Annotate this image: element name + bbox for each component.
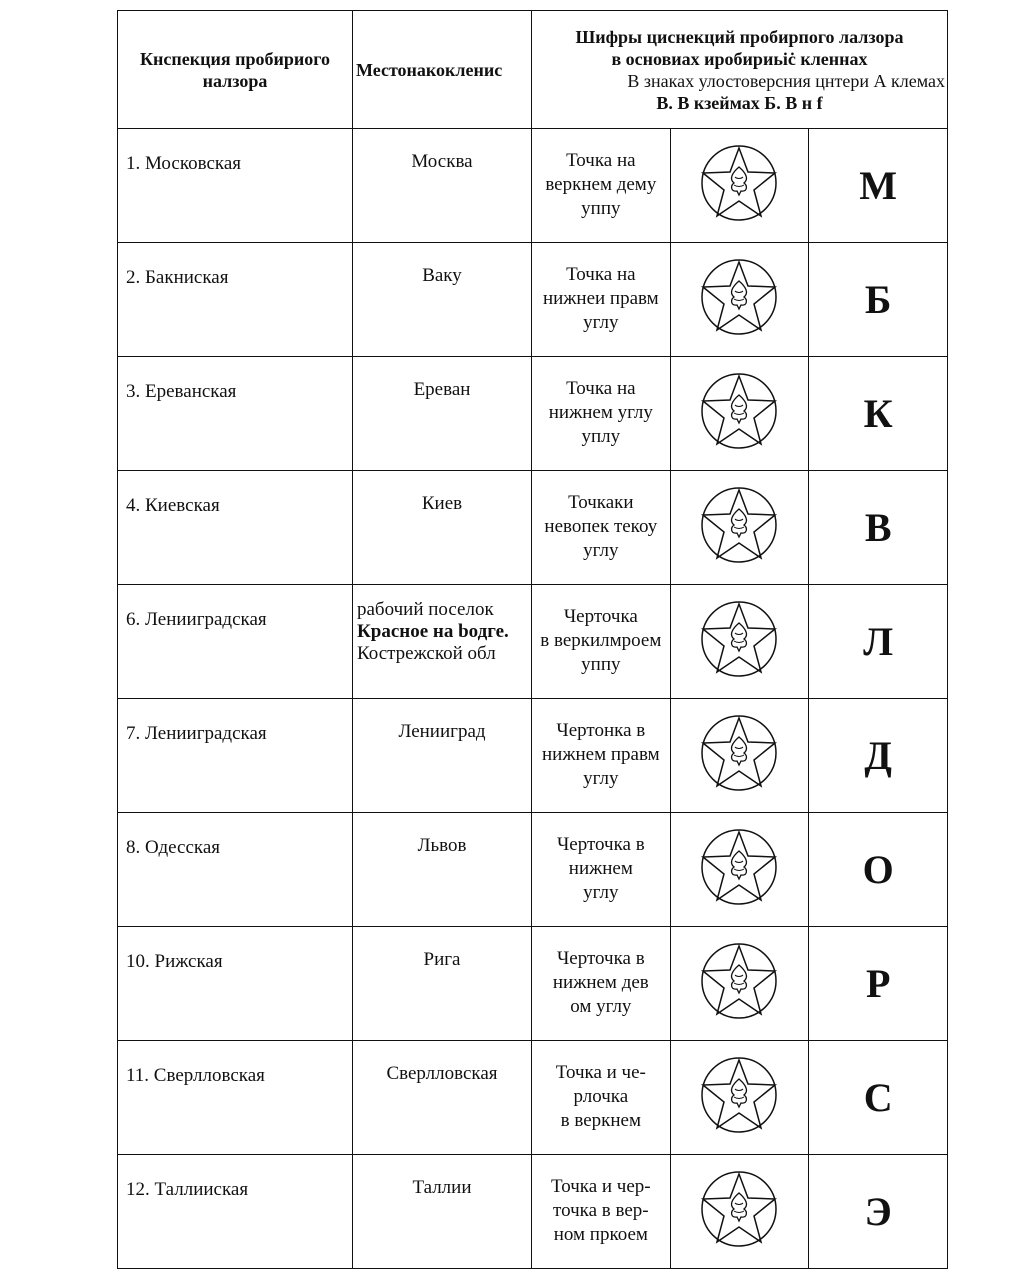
table-row	[118, 129, 948, 243]
assay-letter: Р	[809, 927, 948, 1041]
mark-line: углу	[583, 312, 619, 333]
location	[353, 699, 532, 813]
mark-line: Точка и че-	[555, 1062, 646, 1083]
location	[353, 243, 532, 357]
mark-line: Чертонка в	[556, 720, 646, 741]
star-stamp-icon	[699, 1055, 779, 1135]
inspection-name: 7. Лениигpадская	[118, 699, 353, 813]
mark-line: Черточка в	[556, 834, 645, 855]
inspection-name: 12. Таллииская	[118, 1155, 353, 1269]
inspection-name: 2. Бакниская	[118, 243, 353, 357]
assay-letter: М	[809, 129, 948, 243]
mark-line: нижнеи правм	[542, 288, 659, 309]
table-row	[118, 927, 948, 1041]
location	[353, 1155, 532, 1269]
location-line: Москва	[411, 151, 473, 172]
assay-letter: О	[809, 813, 948, 927]
mark-line: углу	[583, 882, 619, 903]
inspection-name: 3. Ереванская	[118, 357, 353, 471]
mark-line: углу	[583, 540, 619, 561]
stamp-cell	[670, 243, 809, 357]
mark-line: в веркилмроем	[540, 630, 662, 651]
mark-line: ом углу	[570, 996, 632, 1017]
mark-line: нижнем дев	[552, 972, 649, 993]
mark-description	[532, 699, 671, 813]
stamp-cell	[670, 1155, 809, 1269]
header-ciphers-line1: Шифры циснекций пробирпого лалзора	[575, 26, 904, 47]
location-line: Ереван	[413, 379, 471, 400]
mark-line: в веркнем	[560, 1110, 642, 1131]
location	[353, 585, 532, 699]
mark-line: углу	[583, 768, 619, 789]
assay-letter: К	[809, 357, 948, 471]
table-row	[118, 699, 948, 813]
mark-description	[532, 357, 671, 471]
location	[353, 1041, 532, 1155]
table-row	[118, 585, 948, 699]
location-line: Ваку	[422, 265, 462, 286]
mark-description	[532, 471, 671, 585]
star-stamp-icon	[699, 599, 779, 679]
mark-line: невопек текоу	[544, 516, 658, 537]
header-location: Местонакокленис	[353, 11, 532, 129]
location-line: Таллии	[412, 1177, 472, 1198]
star-stamp-icon	[699, 941, 779, 1021]
assay-letter: Б	[809, 243, 948, 357]
mark-line: уппу	[581, 198, 621, 219]
inspection-name: 11. Сверлловская	[118, 1041, 353, 1155]
star-stamp-icon	[699, 485, 779, 565]
location	[353, 357, 532, 471]
location-line: Рига	[423, 949, 461, 970]
header-ciphers-line4: В. В кзеймах Б. В н f	[656, 92, 823, 113]
mark-line: ном пркоем	[553, 1224, 648, 1245]
header-ciphers	[532, 11, 948, 129]
inspection-name: 1. Московская	[118, 129, 353, 243]
mark-description	[532, 1041, 671, 1155]
table-row	[118, 1041, 948, 1155]
location-line: Кострежской обл	[357, 643, 496, 664]
mark-line: нижнем	[568, 858, 633, 879]
inspection-name: 4. Киевская	[118, 471, 353, 585]
location-line: рабочий поселок	[357, 599, 494, 620]
table-row	[118, 813, 948, 927]
mark-line: Черточка в	[556, 948, 645, 969]
location-line: Красное на bодге.	[357, 621, 509, 642]
mark-description	[532, 927, 671, 1041]
mark-description	[532, 813, 671, 927]
header-ciphers-line2: в основиaх иробиpиьiċ кленнах	[611, 48, 868, 69]
location-line: Киев	[421, 493, 463, 514]
table-row	[118, 243, 948, 357]
mark-description	[532, 243, 671, 357]
location	[353, 927, 532, 1041]
location-line: Львов	[417, 835, 467, 856]
assay-inspections-table	[117, 10, 948, 1269]
header-inspection: Кнспекция пробириого налзора	[118, 11, 353, 129]
mark-description	[532, 129, 671, 243]
location	[353, 471, 532, 585]
mark-line: уппу	[581, 654, 621, 675]
mark-line: Точка на	[566, 150, 636, 171]
assay-letter: В	[809, 471, 948, 585]
stamp-cell	[670, 585, 809, 699]
location-line: Сверлловская	[386, 1063, 498, 1084]
stamp-cell	[670, 813, 809, 927]
star-stamp-icon	[699, 143, 779, 223]
star-stamp-icon	[699, 713, 779, 793]
table-row	[118, 471, 948, 585]
mark-line: Точка и чер-	[551, 1176, 651, 1197]
star-stamp-icon	[699, 827, 779, 907]
mark-line: Черточка	[563, 606, 638, 627]
stamp-cell	[670, 1041, 809, 1155]
mark-line: Точка на	[566, 264, 636, 285]
location	[353, 129, 532, 243]
mark-line: точка в вер-	[553, 1200, 649, 1221]
assay-letter: Д	[809, 699, 948, 813]
location-line: Лениигpад	[398, 721, 486, 742]
assay-letter: Л	[809, 585, 948, 699]
table-row	[118, 357, 948, 471]
mark-line: веркнем дему	[545, 174, 657, 195]
inspection-name: 10. Рижская	[118, 927, 353, 1041]
stamp-cell	[670, 471, 809, 585]
header-ciphers-line3: В знаках улостоверсния цнтери А клемах	[627, 70, 945, 91]
mark-description	[532, 585, 671, 699]
stamp-cell	[670, 129, 809, 243]
mark-line: Точка на	[566, 378, 636, 399]
mark-line: нижнем углу	[548, 402, 653, 423]
star-stamp-icon	[699, 257, 779, 337]
inspection-name: 6. Лениигpадская	[118, 585, 353, 699]
table-row	[118, 1155, 948, 1269]
assay-letter: Э	[809, 1155, 948, 1269]
stamp-cell	[670, 927, 809, 1041]
star-stamp-icon	[699, 1169, 779, 1249]
stamp-cell	[670, 357, 809, 471]
location	[353, 813, 532, 927]
assay-letter: С	[809, 1041, 948, 1155]
mark-line: уплу	[581, 426, 621, 447]
star-stamp-icon	[699, 371, 779, 451]
stamp-cell	[670, 699, 809, 813]
mark-line: Точкаки	[568, 492, 634, 513]
mark-line: нижнем правм	[542, 744, 660, 765]
mark-line: рлочка	[573, 1086, 629, 1107]
mark-description	[532, 1155, 671, 1269]
inspection-name: 8. Одесская	[118, 813, 353, 927]
